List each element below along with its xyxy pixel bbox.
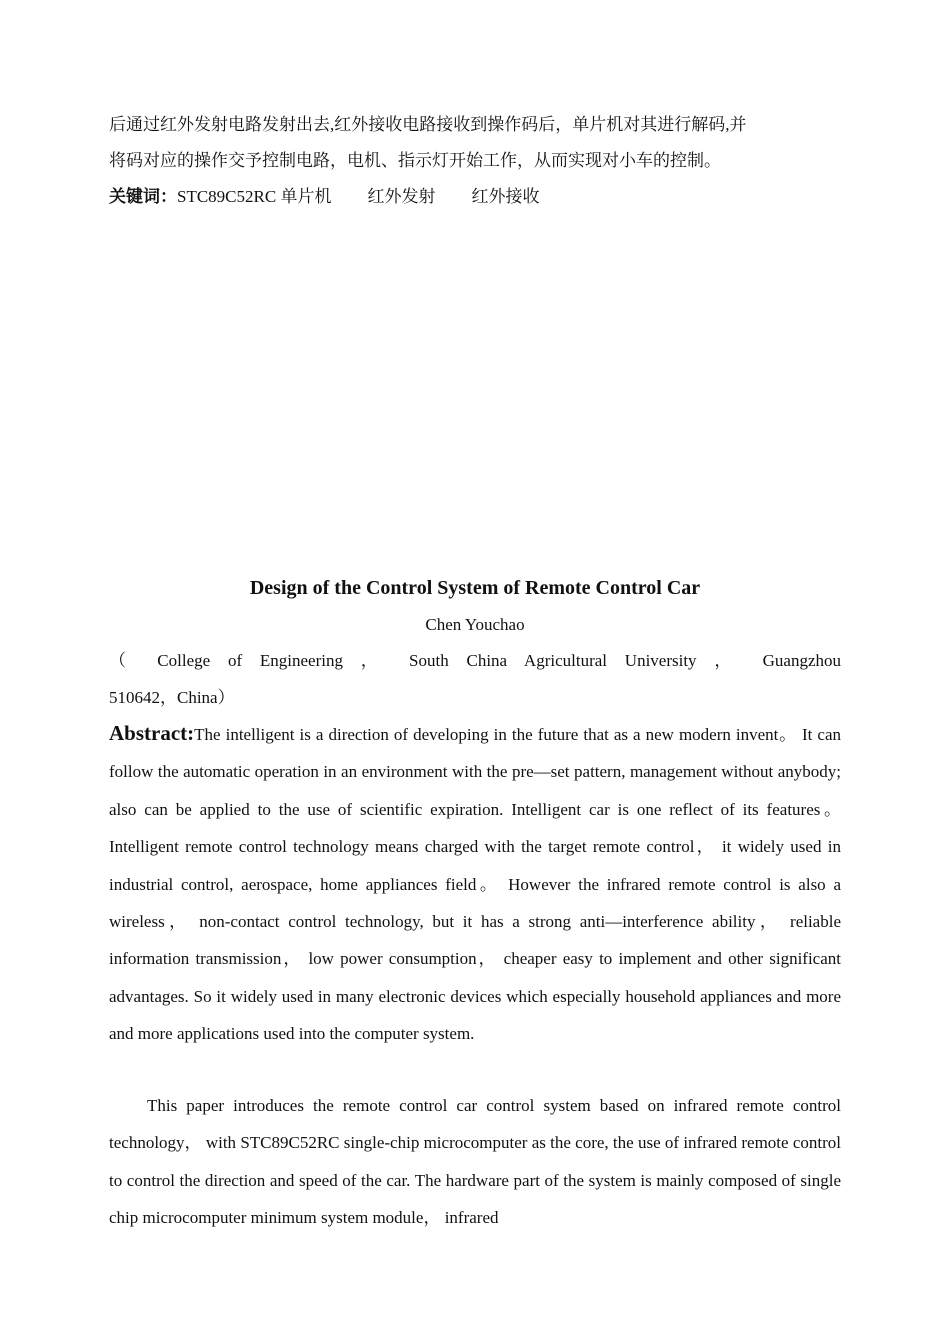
chinese-abstract-line-1: 后通过红外发射电路发射出去,红外接收电路接收到操作码后，单片机对其进行解码,并 — [109, 115, 747, 134]
keyword-2: 红外发射 — [367, 187, 436, 206]
chinese-abstract-line-2: 将码对应的操作交予控制电路，电机、指示灯开始工作，从而实现对小车的控制。 — [109, 151, 721, 170]
keyword-1: STC89C52RC 单片机 — [177, 187, 332, 206]
keywords-label: 关键词： — [109, 187, 177, 206]
keywords-line — [109, 178, 539, 215]
abstract-text: The intelligent is a direction of developing in the future that as a new modern invent。 It can follow the automatic operation in an environment with the pre—set pattern, management without anybody; also can be applied to the use of scientific expiration. Intelligent car is one reflect of its features。 Intelligent remote control technology means charged with the target remote control， it widely used in industrial control, aerospace, home appliances field。 However the infrared remote control is also a wireless， non-contact control technology, but it has a strong anti—interference ability， reliable information transmission， low power consumption， cheaper easy to implement and other significant advantages. So it widely used in many electronic devices which especially household appliances and more and more applications used into the computer system. — [109, 725, 841, 1044]
abstract-paragraph-2: This paper introduces the remote control car control system based on infrared remote control technology， with STC89C52RC single-chip microcomputer as the core, the use of infrared remote control to control the direction and speed of the car. The hardware part of the system is mainly composed of single chip microcomputer minimum system module， infrared — [109, 1096, 841, 1228]
english-abstract — [109, 715, 841, 1053]
affiliation-line-1: （ College of Engineering ， South China Agricultural University ， Guangzhou — [109, 651, 841, 670]
keyword-3: 红外接收 — [471, 187, 540, 206]
abstract-label: Abstract: — [109, 721, 195, 745]
english-title: Design of the Control System of Remote Control Car — [249, 577, 701, 599]
affiliation-line-2: 510642，China） — [109, 688, 235, 707]
author-name: Chen Youchao — [425, 615, 525, 634]
